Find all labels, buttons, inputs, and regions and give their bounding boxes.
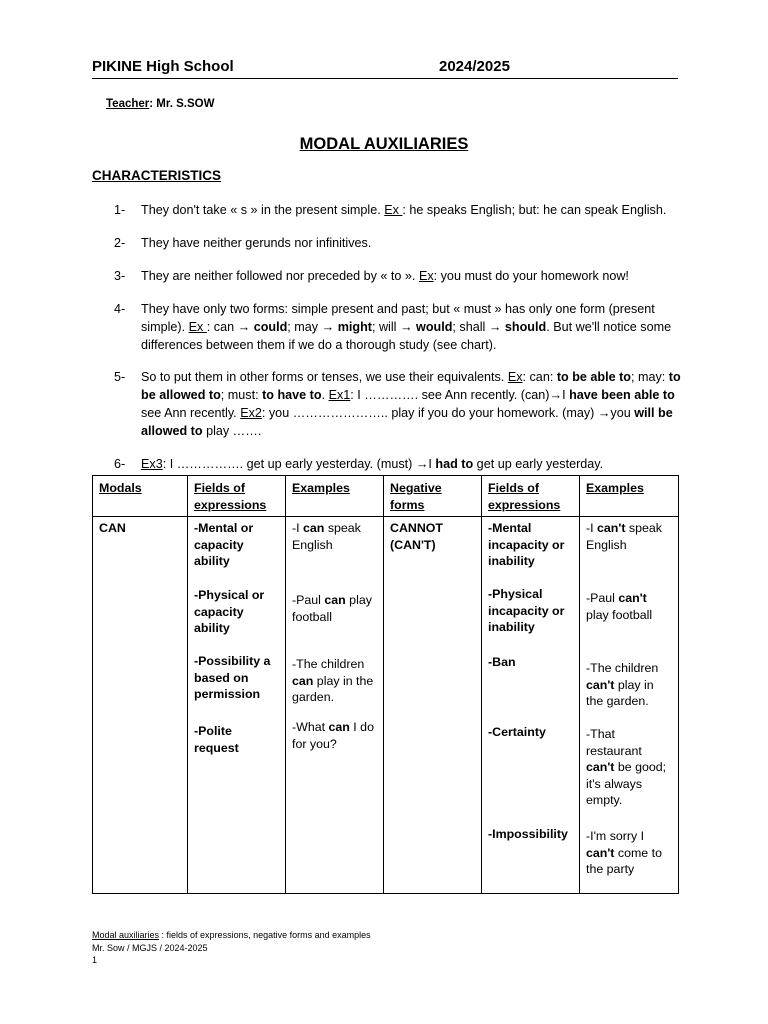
- text-run: could: [253, 320, 288, 334]
- text-run: : can →: [206, 320, 254, 334]
- neg-field-item: -Ban: [488, 655, 516, 669]
- item-text: [141, 267, 684, 285]
- text-run: Ex: [507, 370, 523, 384]
- school-name: PIKINE High School: [92, 58, 234, 75]
- text-run: to be allowed to: [141, 370, 681, 402]
- text-run: might: [337, 320, 372, 334]
- text-run: ; may:: [631, 370, 669, 384]
- neg-example-item: [586, 590, 672, 660]
- text-run: come to the party: [586, 845, 662, 876]
- text-run: speak English: [292, 521, 361, 552]
- text-run: have been able to: [569, 388, 675, 402]
- text-run: play football: [586, 607, 653, 622]
- text-run: to have to: [262, 388, 322, 402]
- teacher-name: : Mr. S.SOW: [149, 98, 215, 110]
- text-run: -Paul: [292, 593, 325, 607]
- text-run: -Paul: [586, 591, 619, 605]
- neg-field-item: -Physical incapacity or inability: [488, 587, 565, 634]
- field-item: -Mental or capacity ability: [194, 521, 254, 568]
- text-run: get up early yesterday.: [473, 457, 604, 471]
- text-run: to be able to: [556, 370, 631, 384]
- text-run: I do for you?: [292, 720, 374, 751]
- item-text: [141, 455, 684, 473]
- text-run: can: [328, 720, 350, 734]
- neg-example-item: [586, 828, 672, 878]
- text-run: can't: [586, 677, 615, 692]
- neg-examples-cell: [580, 517, 679, 894]
- neg-field-item: -Impossibility: [488, 827, 568, 841]
- text-run: speak English: [586, 521, 662, 552]
- item-number: 1-: [114, 203, 126, 217]
- neg-example-item: [586, 520, 672, 590]
- text-run: be good; it's always empty.: [586, 760, 667, 807]
- col-header-fields: Fields of expressions: [188, 476, 286, 517]
- text-run: will be allowed to: [141, 406, 673, 438]
- text-run: So to put them in other forms or tenses, we use their equivalents.: [141, 370, 508, 384]
- text-run: Ex2: [240, 406, 262, 420]
- item-number: 2-: [114, 236, 126, 250]
- characteristic-item: [114, 267, 684, 285]
- characteristic-item: [114, 455, 684, 473]
- item-text: [141, 300, 684, 354]
- text-run: : can:: [522, 370, 557, 384]
- item-number: 3-: [114, 269, 126, 283]
- text-run: Ex3: [141, 457, 163, 471]
- footer-topic: [92, 929, 371, 942]
- text-run: -The children: [586, 661, 659, 675]
- example-item: [292, 656, 377, 719]
- characteristic-item: [114, 300, 684, 354]
- neg-field-item: -Certainty: [488, 725, 546, 739]
- text-run: : he speaks English; but: he can speak English.: [402, 203, 667, 217]
- text-run: -The children: [292, 657, 365, 671]
- neg-field-item: -Mental incapacity or inability: [488, 521, 565, 568]
- negative-form: CANNOT (CAN'T): [390, 521, 443, 552]
- text-run: ; will →: [371, 320, 417, 334]
- item-text: [141, 201, 684, 219]
- text-run: Ex: [384, 203, 403, 217]
- text-run: play …….: [202, 424, 262, 438]
- text-run: -I: [292, 521, 304, 535]
- col-header-modals: Modals: [93, 476, 188, 517]
- section-heading: CHARACTERISTICS: [92, 168, 222, 183]
- table-row: [93, 517, 679, 894]
- neg-example-item: [586, 726, 672, 828]
- item-text: [141, 368, 684, 440]
- text-run: can't: [597, 521, 626, 535]
- text-run: .: [321, 388, 329, 402]
- neg-fields-cell: [482, 517, 580, 894]
- text-run: see Ann recently.: [141, 406, 241, 420]
- modal-name: CAN: [99, 521, 126, 535]
- page-number: 1: [92, 955, 98, 965]
- text-run: would: [416, 320, 453, 334]
- text-run: Ex1: [328, 388, 351, 402]
- page-header: [92, 58, 678, 79]
- text-run: Ex: [188, 320, 207, 334]
- page-footer: [92, 929, 371, 967]
- characteristic-item: [114, 201, 684, 219]
- item-text: [141, 234, 684, 252]
- example-item: [292, 592, 377, 656]
- col-header-neg-fields: Fields of expressions: [482, 476, 580, 517]
- characteristic-item: [114, 234, 684, 252]
- text-run: ; shall →: [452, 320, 505, 334]
- item-number: 4-: [114, 302, 126, 316]
- col-header-negative-forms: Negative forms: [384, 476, 482, 517]
- text-run: Ex: [418, 269, 434, 283]
- text-run: They are neither followed nor preceded by « to ».: [141, 269, 419, 283]
- text-run: ; may →: [287, 320, 338, 334]
- text-run: ; must:: [220, 388, 263, 402]
- text-run: -I'm sorry I: [586, 829, 645, 843]
- text-run: can't: [586, 845, 615, 860]
- modal-cell: [93, 517, 188, 894]
- col-header-examples: Examples: [286, 476, 384, 517]
- text-run: can: [292, 673, 314, 688]
- footer-topic-link: Modal auxiliaries: [92, 930, 160, 940]
- text-run: play in the garden.: [292, 673, 374, 704]
- field-item: -Physical or capacity ability: [194, 588, 265, 635]
- footer-topic-text: : fields of expressions, negative forms and examples: [159, 930, 371, 940]
- characteristic-item: [114, 368, 684, 440]
- text-run: can't: [618, 591, 647, 605]
- text-run: They don't take « s » in the present simple.: [141, 203, 385, 217]
- text-run: They have only two forms: simple present and past; but « must » has only one form (present simple).: [141, 302, 655, 334]
- text-run: can: [303, 521, 325, 535]
- text-run: play football: [292, 593, 372, 624]
- footer-author: Mr. Sow / MGJS / 2024-2025: [92, 942, 208, 953]
- text-run: should: [504, 320, 547, 334]
- negative-form-cell: [384, 517, 482, 894]
- modals-table: [92, 475, 679, 894]
- field-item: -Polite request: [194, 724, 239, 755]
- fields-cell: [188, 517, 286, 894]
- text-run: : you must do your homework now!: [433, 269, 629, 283]
- teacher-line: [106, 98, 214, 110]
- text-run: . But we'll notice some differences between them if we do a thorough study (see chart).: [141, 320, 672, 352]
- example-item: [292, 520, 377, 592]
- school-year: 2024/2025: [439, 58, 510, 75]
- text-run: -I: [586, 521, 598, 535]
- text-run: : you ………………….. play if you do your homework. (may) →you: [261, 406, 635, 420]
- text-run: They have neither gerunds nor infinitives.: [141, 236, 372, 250]
- table-header-row: [93, 476, 679, 517]
- text-run: play in the garden.: [586, 677, 654, 708]
- text-run: had to: [435, 457, 474, 471]
- field-item: -Possibility a based on permission: [194, 654, 271, 701]
- text-run: : I ……………. get up early yesterday. (must) →I: [162, 457, 436, 471]
- col-header-neg-examples: Examples: [580, 476, 679, 517]
- text-run: can't: [586, 760, 615, 774]
- neg-example-item: [586, 660, 672, 726]
- examples-cell: [286, 517, 384, 894]
- text-run: -That restaurant: [586, 727, 642, 758]
- text-run: can: [324, 593, 346, 607]
- example-item: [292, 719, 377, 752]
- document-title: MODAL AUXILIARIES: [299, 135, 469, 153]
- item-number: 5-: [114, 370, 126, 384]
- item-number: 6-: [114, 457, 126, 471]
- text-run: -What: [292, 720, 329, 734]
- text-run: : I …………. see Ann recently. (can)→I: [350, 388, 570, 402]
- teacher-label: Teacher: [106, 98, 150, 110]
